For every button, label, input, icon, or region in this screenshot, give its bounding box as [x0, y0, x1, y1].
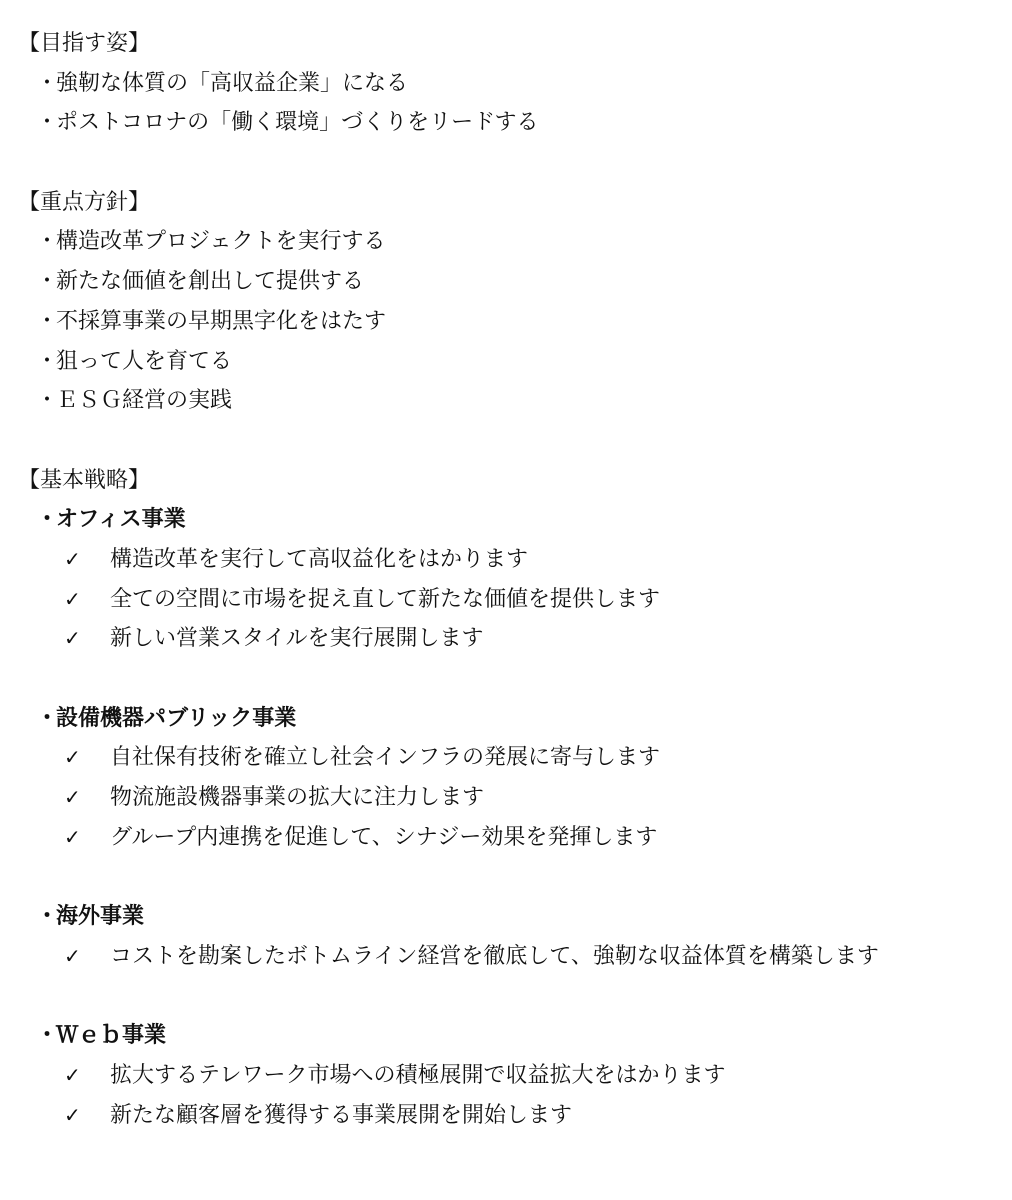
list-item — [0, 103, 1012, 143]
section-heading-aim: 【目指す姿】 — [18, 31, 151, 56]
check-item — [0, 937, 1012, 977]
subsection-title-text: オフィス事業 — [56, 506, 186, 533]
list-item — [0, 262, 1012, 302]
subsection-title-text: Ｗｅｂ事業 — [56, 1022, 167, 1049]
check-item-text: コストを勘案したボトムライン経営を徹底して、強靭な収益体質を構築します — [110, 943, 879, 969]
list-item-text: ＥＳＧ経営の実践 — [56, 388, 233, 414]
check-item — [0, 818, 1012, 858]
bullet-icon: ・ — [36, 269, 59, 295]
subsection-title-web — [0, 1016, 1012, 1056]
check-item-text: 自社保有技術を確立し社会インフラの発展に寄与します — [110, 745, 661, 771]
spacer — [0, 659, 1012, 699]
subsection-title-overseas — [0, 897, 1012, 937]
subsection-title-text: 設備機器パブリック事業 — [56, 704, 297, 731]
list-item-text: 強靭な体質の「高収益企業」になる — [56, 70, 409, 96]
check-item — [0, 738, 1012, 778]
check-item-text: 構造改革を実行して高収益化をはかります — [110, 546, 529, 572]
bullet-icon: ・ — [36, 308, 59, 334]
section-heading-strategy: 【基本戦略】 — [18, 467, 151, 493]
checkmark-icon: ✓ — [64, 626, 81, 651]
check-item — [0, 619, 1012, 659]
checkmark-icon: ✓ — [64, 586, 81, 611]
checkmark-icon: ✓ — [64, 546, 81, 571]
checkmark-icon: ✓ — [64, 943, 81, 968]
list-item — [0, 222, 1012, 262]
bullet-icon: ・ — [36, 348, 59, 374]
list-item — [0, 342, 1012, 382]
check-item — [0, 540, 1012, 580]
subsection-title-text: 海外事業 — [56, 903, 145, 930]
list-item-text: 新たな価値を創出して提供する — [56, 269, 365, 295]
list-item-text: ポストコロナの「働く環境」づくりをリードする — [56, 110, 539, 136]
check-item-text: 新たな顧客層を獲得する事業展開を開始します — [110, 1102, 573, 1128]
list-item-text: 狙って人を育てる — [56, 348, 233, 374]
bullet-icon: ・ — [36, 110, 59, 136]
subsection-title-equipment — [0, 699, 1012, 739]
section-heading-policy: 【重点方針】 — [18, 189, 151, 215]
checkmark-icon: ✓ — [64, 745, 81, 770]
subsection-title-office — [0, 500, 1012, 540]
check-item — [0, 1056, 1012, 1096]
bullet-icon: ・ — [36, 70, 59, 96]
checkmark-icon: ✓ — [64, 1102, 81, 1127]
spacer — [0, 977, 1012, 1017]
checkmark-icon: ✓ — [64, 785, 81, 810]
list-item — [0, 381, 1012, 421]
spacer — [0, 421, 1012, 461]
check-item — [0, 1096, 1012, 1136]
check-item — [0, 580, 1012, 620]
list-item-text: 構造改革プロジェクトを実行する — [56, 229, 386, 255]
checkmark-icon: ✓ — [64, 1062, 81, 1087]
bullet-icon: ・ — [36, 1022, 59, 1049]
bullet-icon: ・ — [36, 229, 59, 255]
bullet-icon: ・ — [36, 506, 59, 533]
bullet-icon: ・ — [36, 903, 59, 930]
list-item — [0, 64, 1012, 104]
check-item-text: グループ内連携を促進して、シナジー効果を発揮します — [110, 824, 658, 850]
bullet-icon: ・ — [36, 388, 59, 414]
check-item-text: 全ての空間に市場を捉え直して新たな価値を提供します — [110, 586, 661, 612]
spacer — [0, 143, 1012, 183]
spacer — [0, 857, 1012, 897]
list-item-text: 不採算事業の早期黒字化をはたす — [56, 308, 387, 334]
check-item — [0, 778, 1012, 818]
list-item — [0, 302, 1012, 342]
checkmark-icon: ✓ — [64, 824, 81, 849]
document — [0, 24, 1012, 1135]
bullet-icon: ・ — [36, 704, 59, 731]
check-item-text: 新しい営業スタイルを実行展開します — [110, 626, 484, 652]
check-item-text: 拡大するテレワーク市場への積極展開で収益拡大をはかります — [110, 1062, 726, 1088]
check-item-text: 物流施設機器事業の拡大に注力します — [110, 785, 485, 811]
